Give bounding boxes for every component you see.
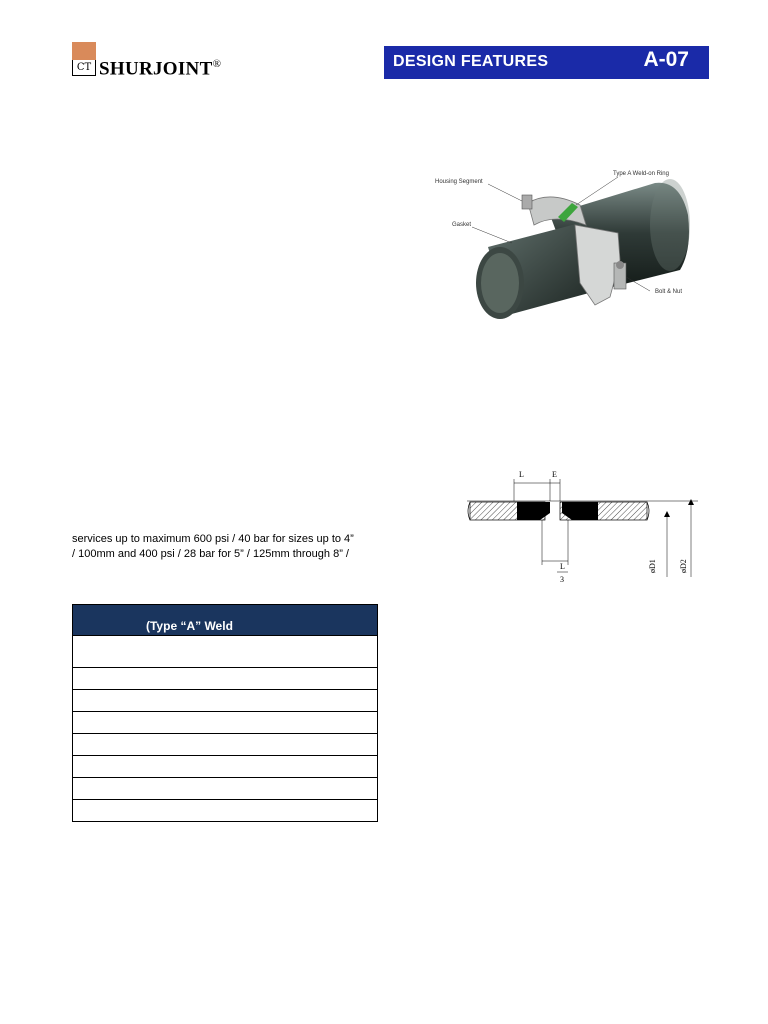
company-logo xyxy=(72,42,252,82)
coupling-illustration xyxy=(430,165,710,335)
section-title: DESIGN FEATURES xyxy=(393,53,549,70)
paragraph-line: / 100mm and 400 psi / 28 bar for 5” / 125mm through 8” / xyxy=(72,548,349,560)
dimension-table xyxy=(72,604,378,822)
table-row xyxy=(73,755,377,777)
label-E: E xyxy=(552,470,557,479)
logo-mark: CT xyxy=(72,42,96,76)
weld-ring-dimension-drawing xyxy=(462,465,702,590)
table-row xyxy=(73,667,377,689)
dimension-diagram xyxy=(462,465,702,590)
coupling-drawing xyxy=(430,165,710,335)
callout-housing-segment: Housing Segment xyxy=(435,179,483,185)
table-row xyxy=(73,777,377,799)
label-L3-den: 3 xyxy=(560,575,564,584)
table-row xyxy=(73,733,377,755)
page-code: A-07 xyxy=(643,48,689,71)
label-od2: øD2 xyxy=(679,559,688,573)
table-row xyxy=(73,799,377,821)
callout-gasket: Gasket xyxy=(452,222,472,228)
paragraph-line: services up to maximum 600 psi / 40 bar for sizes up to 4” xyxy=(72,533,354,545)
brand-name: SHURJOINT® xyxy=(99,58,222,80)
table-header xyxy=(73,605,377,635)
label-L3-num: L xyxy=(560,562,565,571)
table-header-text: (Type “A” Weld xyxy=(146,619,233,633)
rating-paragraph xyxy=(72,532,388,562)
label-L: L xyxy=(519,470,524,479)
callout-bolt-nut: Bolt & Nut xyxy=(655,289,683,295)
table-row xyxy=(73,689,377,711)
section-header xyxy=(384,46,709,79)
callout-weld-ring: Type A Weld-on Ring xyxy=(613,171,669,177)
table-row xyxy=(73,711,377,733)
table-subheader xyxy=(73,635,377,667)
label-od1: øD1 xyxy=(648,559,657,573)
